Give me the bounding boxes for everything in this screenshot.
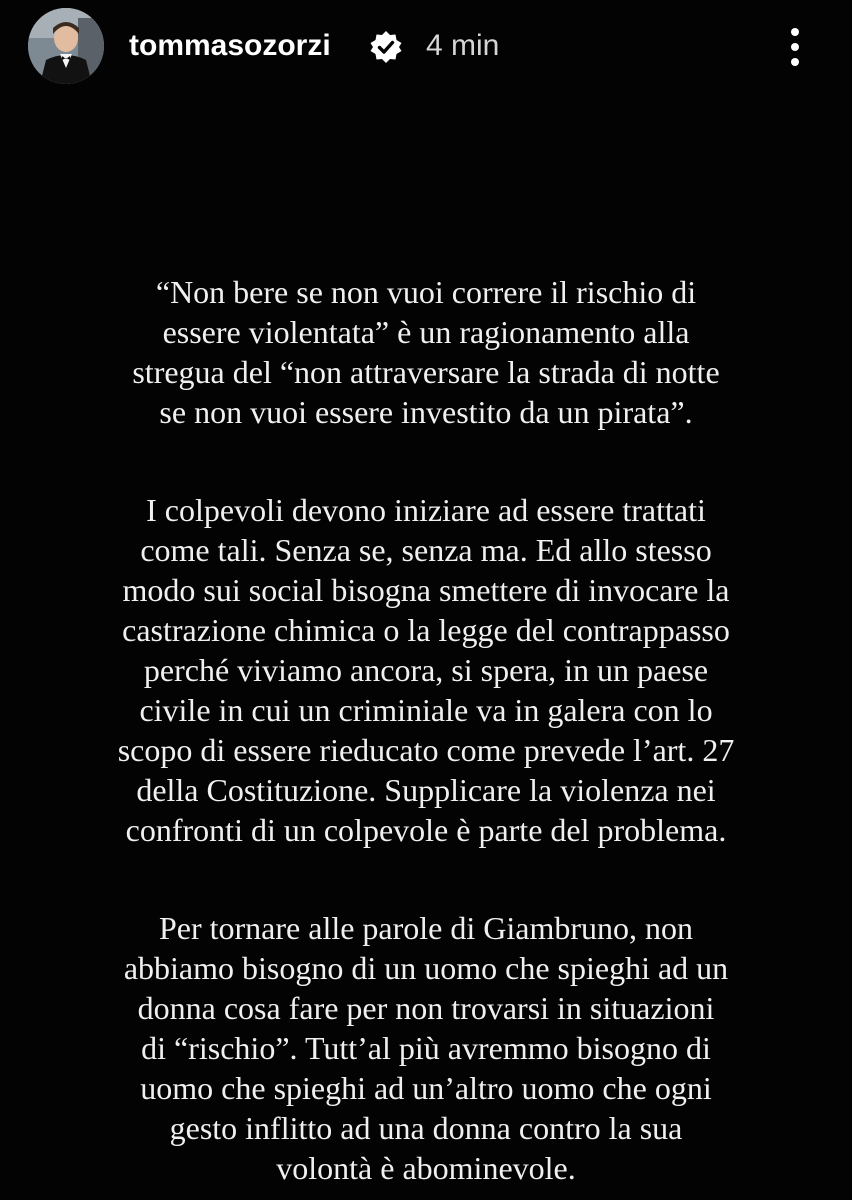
text-line: stregua del “non attraversare la strada di notte bbox=[132, 354, 720, 390]
text-line: uomo che spieghi ad un’altro uomo che ogni bbox=[140, 1070, 712, 1106]
avatar-photo bbox=[28, 8, 104, 84]
more-vertical-icon[interactable] bbox=[780, 22, 810, 72]
paragraph-3 bbox=[56, 908, 796, 1188]
text-line: modo sui social bisogna smettere di invocare la bbox=[122, 572, 730, 608]
verified-badge-icon bbox=[369, 30, 403, 64]
text-line: castrazione chimica o la legge del contrappasso bbox=[122, 612, 730, 648]
text-line: scopo di essere rieducato come prevede l’art. 27 bbox=[117, 732, 735, 768]
text-line: I colpevoli devono iniziare ad essere trattati bbox=[146, 492, 706, 528]
post-time: 4 min bbox=[426, 29, 500, 62]
text-line: perché viviamo ancora, si spera, in un paese bbox=[143, 652, 709, 688]
text-line: essere violentata” è un ragionamento alla bbox=[162, 314, 690, 350]
text-line: civile in cui un criminiale va in galera con lo bbox=[139, 692, 713, 728]
text-line: Per tornare alle parole di Giambruno, non bbox=[158, 910, 694, 946]
username[interactable]: tommasozorzi bbox=[129, 29, 331, 62]
paragraph-1 bbox=[56, 272, 796, 432]
text-line: volontà è abominevole. bbox=[276, 1150, 576, 1186]
paragraph-2 bbox=[56, 490, 796, 850]
text-line: confronti di un colpevole è parte del problema. bbox=[125, 812, 727, 848]
text-line: donna cosa fare per non trovarsi in situazioni bbox=[137, 990, 715, 1026]
text-line: se non vuoi essere investito da un pirata”. bbox=[159, 394, 693, 430]
text-line: abbiamo bisogno di un uomo che spieghi ad un bbox=[123, 950, 729, 986]
text-line: come tali. Senza se, senza ma. Ed allo stesso bbox=[140, 532, 712, 568]
text-line: della Costituzione. Supplicare la violenza nei bbox=[136, 772, 716, 808]
story-header bbox=[28, 8, 824, 84]
text-line: di “rischio”. Tutt’al più avremmo bisogno di bbox=[141, 1030, 711, 1066]
avatar[interactable] bbox=[28, 8, 104, 84]
text-line: “Non bere se non vuoi correre il rischio di bbox=[155, 274, 697, 310]
text-line: gesto inflitto ad una donna contro la sua bbox=[169, 1110, 683, 1146]
story-text bbox=[56, 272, 796, 1188]
